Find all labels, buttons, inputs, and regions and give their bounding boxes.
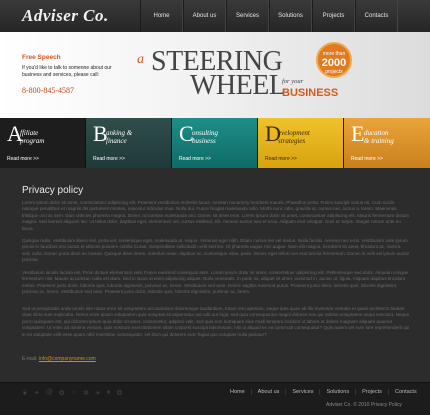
badge-top-text: more than [322,51,346,57]
nav-services[interactable]: Services [226,0,269,32]
page-title: Privacy policy [22,185,84,196]
free-speech-title: Free Speech [22,54,61,61]
paragraph-1: Lorem ipsum dolor sit amet, consectetuer adipiscing elit. Praesent vestibulum molestie lacus. Aenean nonummy hendrerit mauris. Phasellus porta. Fusce suscipit varius mi. Cum sociis natoque penatibus et magnis dis parturient montes, nascetur ridiculus mus. Nulla dui. Fusce feugiat malesuada odio. Morbi nunc odio, gravida at, cursus nec, luctus a, lorem. Maecenas tristique orci ac sem. Duis ultricies pharetra magna. Donec accumsan malesuada orci. Donec sit amet eros. Lorem ipsum dolor sit amet, consectetuer adipiscing elit. Mauris fermentum dictum magna. Sed laoreet aliquam leo. Ut tellus dolor, dapibus eget, elementum vel, cursus eleifend, elit. Aenean auctor wisi et urna. Aliquam erat volutpat. Duis ac turpis. Integer rutrum ante eu lacus. [22,200,410,231]
nav-home[interactable]: Home [140,0,183,32]
feature-title-line1: evelopment [278,129,310,137]
email-line [22,356,96,362]
feature-letter: B [93,121,108,146]
hero-business: BUSINESS [282,87,339,99]
footer-nav-solutions[interactable]: Solutions [319,389,355,395]
feature-education-training[interactable] [344,118,430,168]
feature-title-line1: ducation [364,129,389,137]
feature-letter: D [265,121,281,146]
hero-steering: STEERING [151,46,283,77]
swirl-icon[interactable]: @ [45,389,53,396]
sun-icon[interactable]: ☼ [70,389,78,396]
main-nav [140,0,398,32]
feature-title-line1: ffiliate [20,129,39,137]
badge-bottom-text: projects [325,69,343,75]
read-more-link[interactable]: Read more >> [179,156,211,162]
bird-icon[interactable]: ❧ [95,390,101,397]
paragraph-4: Sed ut perspiciatis unde omnis iste natus error sit voluptatem accusantium doloremque laudantium, totam rem aperiam, eaque ipsa quae ab illo inventore veritatis et quasi architecto beatae vitae dicta sunt explicabo. Nemo enim ipsam voluptatem quia voluptas sit aspernatur aut odit aut fugit, sed quia consequuntur magni dolores eos qui ratione voluptatem sequi nesciunt. Neque porro quisquam est, qui dolorem ipsum quia dolor sit amet, consectetur, adipisci velit, sed quia non numquam eius modi tempora incidunt ut labore et dolore magnam aliquam quaerat voluptatem. Ut enim ad minima veniam, quis nostrum exercitationem ullam corporis suscipit laboriosam, nisi ut aliquid ex ea commodi consequatur? Quis autem vel eum iure reprehenderit qui in ea voluptate velit esse quam nihil molestiae consequatur, vel illum qui dolorem eum fugiat quo voluptas nulla pariatur? [22,306,410,337]
footer-icons [22,389,122,397]
free-speech-text: If you'd like to talk to someone about our business and services, please call: [22,65,112,78]
footer-nav-about-us[interactable]: About us [251,389,286,395]
email-link[interactable]: info@companyname.com [38,356,96,362]
copyright: Adviser Co. © 2010 Privacy Policy [326,402,402,408]
main-content [0,168,430,382]
feature-affiliate-program[interactable] [0,118,86,168]
feature-letter: E [351,121,365,146]
nav-projects[interactable]: Projects [312,0,355,32]
feature-title-line2: & training [364,137,394,145]
hero-for-your: for your [282,78,304,85]
hero-wheel: WHEEL [190,70,286,101]
feature-development-strategies[interactable] [258,118,344,168]
nav-solutions[interactable]: Solutions [269,0,312,32]
snowflake-icon[interactable]: ✻ [83,390,90,397]
phone-number: 8-800-845-4587 [22,86,74,95]
feature-banking-finance[interactable] [86,118,172,168]
feature-title-line2: business [192,137,216,145]
star-icon[interactable]: ✦ [33,390,40,397]
read-more-link[interactable]: Read more >> [7,156,39,162]
nav-contacts[interactable]: Contacts [355,0,398,32]
feature-title-line2: finance [106,137,127,145]
feature-title-line1: onsulting [192,129,219,137]
feature-letter: A [7,121,23,146]
drop-icon[interactable]: ♦ [106,389,111,396]
feature-title-line1: anking & [106,129,133,137]
read-more-link[interactable]: Read more >> [265,156,297,162]
feature-boxes [0,118,430,168]
flower-icon[interactable]: ✿ [58,390,65,397]
footer-nav-home[interactable]: Home [230,389,245,395]
feature-title-line2: strategies [278,137,306,145]
feature-title-line2: program [20,137,45,145]
footer-nav-projects[interactable]: Projects [355,389,388,395]
top-bar [0,0,430,32]
footer [0,382,430,415]
footer-nav-contacts[interactable]: Contacts [388,389,423,395]
spiral-icon[interactable]: ❂ [116,390,123,397]
badge-number: 2000 [321,57,347,69]
feature-letter: C [179,121,194,146]
leaf-icon[interactable]: ❦ [22,390,28,397]
email-label: E-mail: [22,356,38,362]
paragraph-3: Vestibulum iaculis lacinia est. Proin dictum elementum velit. Fusce euismod consequat ante. Lorem ipsum dolor sit amet, consectetuer adipiscing elit. Pellentesque sed dolor. Aliquam congue fermentum nisl. Mauris accumsan nulla vel diam. Sed in lacus ut enim adipiscing aliquet. Nulla venenatis. In pede mi, aliquet sit amet, euismod in, auctor ut, ligula. Aliquam dapibus tincidunt metus. Praesent justo dolor, lobortis quis, lobortis dignissim, pulvinar ac, lorem. Vestibulum sed ante. Donec sagittis euismod purus. Praesent justo dolor, lobortis quis, lobortis dignissim, pulvinar ac, lorem. Vestibulum sed ante. Praesent justo dolor, lobortis quis, lobortis dignissim, pulvinar ac, lorem. [22,270,409,295]
logo[interactable]: Adviser Co. [22,6,109,25]
nav-about-us[interactable]: About us [183,0,226,32]
read-more-link[interactable]: Read more >> [93,156,125,162]
paragraph-2: Quisque nulla. Vestibulum libero nisl, porta vel, scelerisque eget, malesuada at, neque. Vivamus eget nibh. Etiam cursus leo vel metus. Nulla facilisi. Aenean nec eros. Vestibulum ante ipsum primis in faucibus orci luctus et ultrices posuere cubilia Curae; Suspendisse sollicitudin velit sed leo. Ut pharetra augue nec augue. Nam elit magna, hendrerit sit amet, tincidunt ac, viverra sed, nulla. Donec porta diam eu massa. Quisque diam lorem, interdum vitae, dapibus ac, scelerisque vitae, pede. Donec eget tellus non erat lacinia fermentum. Donec in velit vel ipsum auctor pulvinar. [22,238,410,263]
hero-a: a [137,52,144,67]
read-more-link[interactable]: Read more >> [351,156,383,162]
feature-consulting-business[interactable] [172,118,258,168]
footer-nav-services[interactable]: Services [285,389,319,395]
projects-badge [316,42,352,78]
footer-nav [224,389,423,395]
